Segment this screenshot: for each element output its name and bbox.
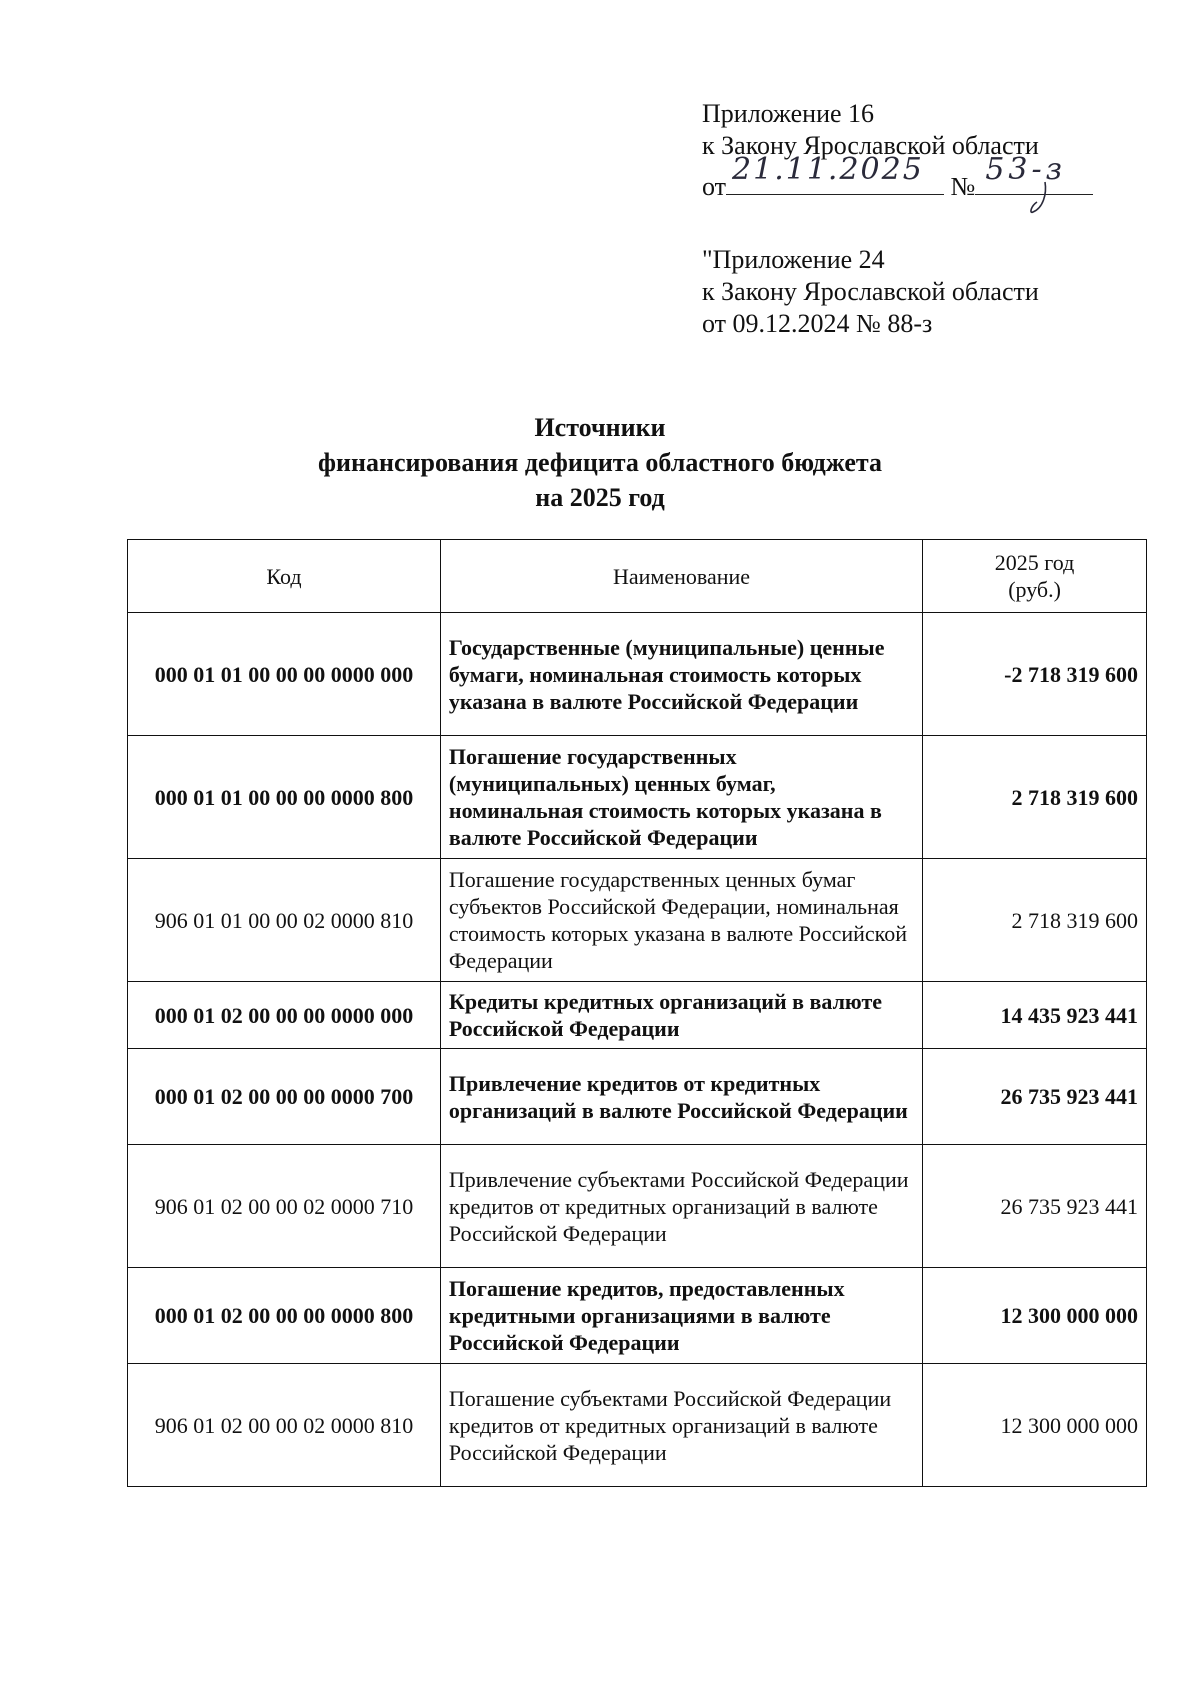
table-row: [128, 1049, 1147, 1145]
row-sum: 12 300 000 000: [923, 1268, 1147, 1364]
row-name: Погашение субъектами Российской Федерации кредитов от кредитных организаций в валюте Российской Федерации: [440, 1364, 922, 1487]
handwritten-number: 53-з: [985, 152, 1067, 187]
number-sign: №: [950, 172, 976, 201]
table-row: [128, 1145, 1147, 1268]
financing-sources-table: [127, 539, 1147, 1487]
row-name: Привлечение субъектами Российской Федерации кредитов от кредитных организаций в валюте Российской Федерации: [440, 1145, 922, 1268]
header-sum: [923, 540, 1147, 613]
row-name: Кредиты кредитных организаций в валюте Российской Федерации: [440, 982, 922, 1049]
title-line-2: финансирования дефицита областного бюджета: [318, 448, 882, 477]
row-sum: 12 300 000 000: [923, 1364, 1147, 1487]
table-row: [128, 613, 1147, 736]
document-title: [0, 410, 1200, 515]
handwritten-number-field: [975, 152, 1093, 195]
row-code: 000 01 02 00 00 00 0000 000: [128, 982, 441, 1049]
appendix-header: [702, 98, 1122, 203]
row-name: Государственные (муниципальные) ценные бумаги, номинальная стоимость которых указана в валюте Российской Федерации: [440, 613, 922, 736]
from-prefix: от: [702, 172, 727, 201]
header-name: Наименование: [440, 540, 922, 613]
row-name: Погашение государственных (муниципальных) ценных бумаг, номинальная стоимость которых указана в валюте Российской Федерации: [440, 736, 922, 859]
table-row: [128, 736, 1147, 859]
previous-appendix-title: "Приложение 24: [702, 245, 885, 274]
row-code: 000 01 02 00 00 00 0000 800: [128, 1268, 441, 1364]
row-name: Погашение кредитов, предоставленных кредитными организациями в валюте Российской Федерации: [440, 1268, 922, 1364]
appendix-law-ref: к Закону Ярославской области: [702, 131, 1039, 160]
previous-appendix-date: от 09.12.2024 № 88-з: [702, 309, 933, 338]
row-name: Привлечение кредитов от кредитных организаций в валюте Российской Федерации: [440, 1049, 922, 1145]
row-name: Погашение государственных ценных бумаг субъектов Российской Федерации, номинальная стоимость которых указана в валюте Российской Федерации: [440, 859, 922, 982]
table-row: [128, 859, 1147, 982]
row-code: 906 01 02 00 00 02 0000 810: [128, 1364, 441, 1487]
title-line-3: на 2025 год: [535, 483, 665, 512]
handwritten-date: 21.11.2025: [732, 152, 924, 187]
table-row: [128, 982, 1147, 1049]
header-sum-unit: (руб.): [1008, 577, 1061, 602]
row-sum: 26 735 923 441: [923, 1145, 1147, 1268]
row-sum: 26 735 923 441: [923, 1049, 1147, 1145]
appendix-title: Приложение 16: [702, 99, 875, 128]
previous-appendix-law-ref: к Закону Ярославской области: [702, 277, 1039, 306]
title-line-1: Источники: [534, 413, 666, 442]
row-code: 906 01 02 00 00 02 0000 710: [128, 1145, 441, 1268]
table-header-row: [128, 540, 1147, 613]
row-sum: 2 718 319 600: [923, 859, 1147, 982]
previous-appendix-header: [702, 244, 1122, 340]
header-code: Код: [128, 540, 441, 613]
table-row: [128, 1364, 1147, 1487]
row-code: 000 01 01 00 00 00 0000 800: [128, 736, 441, 859]
row-sum: 14 435 923 441: [923, 982, 1147, 1049]
header-sum-year: 2025 год: [994, 550, 1075, 575]
appendix-date-line: [702, 152, 1122, 203]
row-code: 000 01 01 00 00 00 0000 000: [128, 613, 441, 736]
row-code: 906 01 01 00 00 02 0000 810: [128, 859, 441, 982]
handwritten-date-field: [726, 152, 944, 195]
row-sum: 2 718 319 600: [923, 736, 1147, 859]
handwriting-stroke: [1027, 180, 1057, 216]
row-code: 000 01 02 00 00 00 0000 700: [128, 1049, 441, 1145]
table-row: [128, 1268, 1147, 1364]
row-sum: -2 718 319 600: [923, 613, 1147, 736]
